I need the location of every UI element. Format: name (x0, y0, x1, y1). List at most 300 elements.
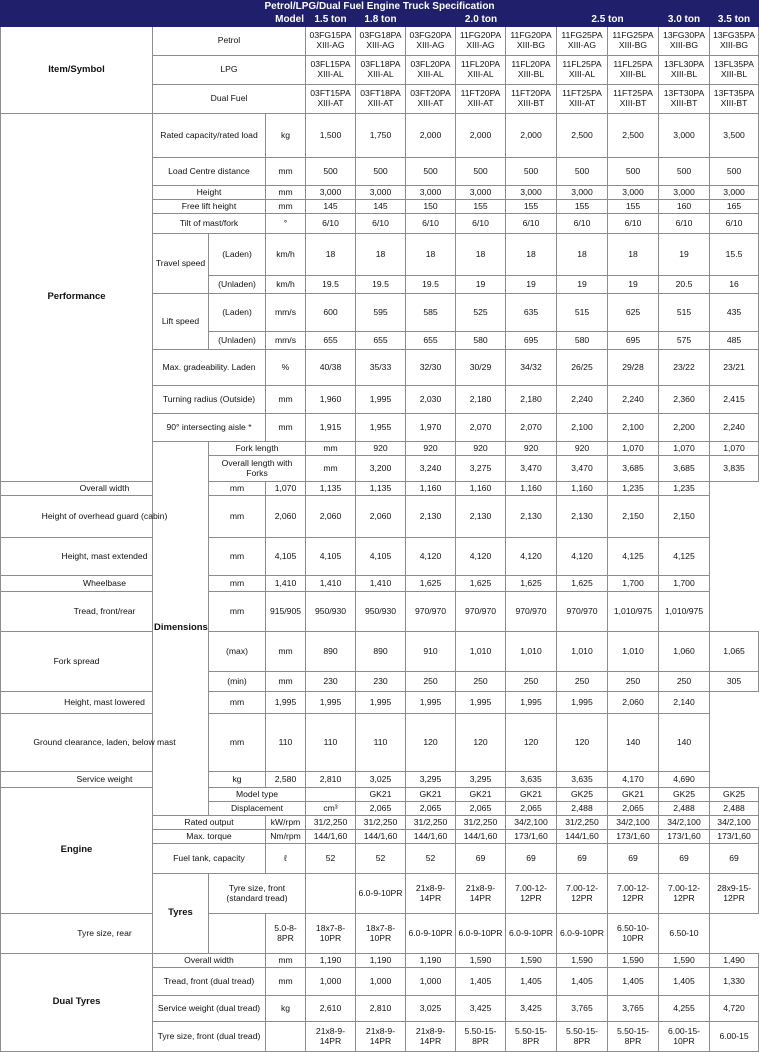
unit-cell: mm (209, 592, 266, 632)
gradeability-value: 23/22 (659, 350, 710, 386)
load-centre-value: 500 (710, 158, 759, 186)
fork-length-value: 1,070 (659, 442, 710, 456)
wheelbase-value: 1,410 (266, 576, 306, 592)
model-type-value: GK21 (506, 788, 557, 802)
dt-tyre-front-value: 21x8-9-14PR (406, 1022, 456, 1052)
group-label: Dimensions (153, 442, 209, 816)
table-row (1, 482, 759, 496)
unit-cell: mm (266, 954, 306, 968)
petrol-value: 11FG25PA XIII-AG (557, 27, 608, 56)
height-value: 3,000 (406, 186, 456, 200)
overall-length-value: 3,240 (406, 456, 456, 482)
dt-service-weight-value: 2,610 (306, 996, 356, 1022)
fork-min-value: 250 (406, 672, 456, 692)
tilt-value: 6/10 (506, 214, 557, 234)
ground-clearance-value: 120 (506, 714, 557, 772)
rated-capacity-value: 1,750 (356, 114, 406, 158)
unit-cell: cm³ (306, 802, 356, 816)
row-label: Tyre size, rear (1, 914, 209, 954)
unit-cell: ℓ (266, 844, 306, 874)
travel-unladen-value: 19 (506, 276, 557, 294)
row-label: Height, mast extended (1, 538, 209, 576)
lpg-value: 11FL25PA XIII-BL (608, 56, 659, 85)
service-weight-value: 4,170 (608, 772, 659, 788)
tread-value: 950/930 (356, 592, 406, 632)
row-label: LPG (153, 56, 306, 85)
fuel-tank-value: 52 (406, 844, 456, 874)
row-label: Turning radius (Outside) (153, 386, 266, 414)
group-label: Performance (1, 114, 153, 482)
lift-unladen-value: 580 (456, 332, 506, 350)
row-label: Travel speed (153, 234, 209, 294)
height-value: 3,000 (456, 186, 506, 200)
ground-clearance-value: 120 (456, 714, 506, 772)
row-label: Tread, front (dual tread) (153, 968, 266, 996)
dt-tread-front-value: 1,330 (710, 968, 759, 996)
load-centre-value: 500 (406, 158, 456, 186)
turning-radius-value: 2,415 (710, 386, 759, 414)
size-header: 2.5 ton (557, 14, 659, 27)
table-row (1, 772, 759, 788)
fork-min-value: 250 (608, 672, 659, 692)
fuel-tank-value: 69 (557, 844, 608, 874)
tread-value: 1,010/975 (659, 592, 710, 632)
height-mast-extended-value: 4,105 (306, 538, 356, 576)
overall-length-value: 3,275 (456, 456, 506, 482)
sub-label: (max) (209, 632, 266, 672)
table-row (1, 632, 759, 672)
dt-overall-width-value: 1,190 (356, 954, 406, 968)
model-header: Model (1, 14, 306, 27)
dt-overall-width-value: 1,490 (710, 954, 759, 968)
dt-service-weight-value: 3,765 (557, 996, 608, 1022)
row-label: Tyre size, front (standard tread) (209, 874, 306, 914)
fuel-tank-value: 52 (356, 844, 406, 874)
unit-cell (209, 914, 266, 954)
lift-unladen-value: 655 (406, 332, 456, 350)
free-lift-value: 155 (557, 200, 608, 214)
unit-cell: mm (306, 442, 356, 456)
lpg-value: 11FL25PA XIII-AL (557, 56, 608, 85)
ground-clearance-value: 110 (306, 714, 356, 772)
travel-laden-value: 18 (608, 234, 659, 276)
tilt-value: 6/10 (456, 214, 506, 234)
table-row (1, 576, 759, 592)
lpg-value: 13FL35PA XIII-BL (710, 56, 759, 85)
fork-max-value: 890 (356, 632, 406, 672)
petrol-value: 11FG20PA XIII-AG (456, 27, 506, 56)
intersecting-aisle-value: 2,240 (710, 414, 759, 442)
dt-tread-front-value: 1,405 (659, 968, 710, 996)
dt-tyre-front-value: 6.00-15-10PR (659, 1022, 710, 1052)
tilt-value: 6/10 (557, 214, 608, 234)
fork-length-value: 920 (406, 442, 456, 456)
fork-max-value: 1,010 (557, 632, 608, 672)
table-row (1, 692, 759, 714)
dt-service-weight-value: 2,810 (356, 996, 406, 1022)
fork-min-value: 305 (710, 672, 759, 692)
height-mast-extended-value: 4,120 (557, 538, 608, 576)
height-mast-extended-value: 4,105 (356, 538, 406, 576)
height-mast-lowered-value: 2,060 (608, 692, 659, 714)
lift-laden-value: 515 (557, 294, 608, 332)
overall-width-value: 1,235 (659, 482, 710, 496)
service-weight-value: 3,635 (557, 772, 608, 788)
row-label: Tyre size, front (dual tread) (153, 1022, 266, 1052)
model-type-value: GK25 (710, 788, 759, 802)
rated-capacity-value: 2,500 (608, 114, 659, 158)
table-row (1, 114, 759, 158)
fork-length-value: 1,070 (710, 442, 759, 456)
tyre-rear-value: 6.0-9-10PR (456, 914, 506, 954)
rated-capacity-value: 2,000 (456, 114, 506, 158)
row-label: Tilt of mast/fork (153, 214, 266, 234)
fuel-tank-value: 69 (659, 844, 710, 874)
overall-length-value: 3,685 (659, 456, 710, 482)
lift-laden-value: 435 (710, 294, 759, 332)
free-lift-value: 155 (608, 200, 659, 214)
fuel-tank-value: 69 (710, 844, 759, 874)
fork-length-value: 1,070 (608, 442, 659, 456)
dt-tyre-front-value: 6.00-15 (710, 1022, 759, 1052)
fuel-tank-value: 69 (506, 844, 557, 874)
tread-value: 970/970 (456, 592, 506, 632)
max-torque-value: 173/1,60 (710, 830, 759, 844)
unit-cell: mm (266, 158, 306, 186)
size-header: 3.0 ton (659, 14, 710, 27)
dt-overall-width-value: 1,590 (608, 954, 659, 968)
travel-unladen-value: 19 (557, 276, 608, 294)
dt-tread-front-value: 1,405 (557, 968, 608, 996)
unit-cell: mm (266, 200, 306, 214)
dt-tyre-front-value: 5.50-15-8PR (608, 1022, 659, 1052)
unit-cell: mm (266, 414, 306, 442)
fork-max-value: 1,010 (608, 632, 659, 672)
ground-clearance-value: 110 (356, 714, 406, 772)
overhead-guard-value: 2,130 (557, 496, 608, 538)
fork-max-value: 1,065 (710, 632, 759, 672)
fork-min-value: 230 (356, 672, 406, 692)
row-label: Overall length with Forks (209, 456, 306, 482)
height-mast-lowered-value: 1,995 (456, 692, 506, 714)
lift-laden-value: 525 (456, 294, 506, 332)
overhead-guard-value: 2,150 (608, 496, 659, 538)
petrol-value: 13FG30PA XIII-BG (659, 27, 710, 56)
wheelbase-value: 1,410 (356, 576, 406, 592)
row-label: Load Centre distance (153, 158, 266, 186)
rated-output-value: 31/2,250 (356, 816, 406, 830)
load-centre-value: 500 (608, 158, 659, 186)
rated-output-value: 34/2,100 (506, 816, 557, 830)
load-centre-value: 500 (506, 158, 557, 186)
height-mast-extended-value: 4,125 (659, 538, 710, 576)
table-row (1, 1, 759, 14)
table-row (1, 954, 759, 968)
dual-fuel-value: 13FT35PA XIII-BT (710, 85, 759, 114)
travel-laden-value: 18 (356, 234, 406, 276)
gradeability-value: 26/25 (557, 350, 608, 386)
fork-length-value: 920 (506, 442, 557, 456)
size-header: 1.8 ton (356, 14, 406, 27)
lift-unladen-value: 655 (356, 332, 406, 350)
dt-tread-front-value: 1,405 (506, 968, 557, 996)
travel-unladen-value: 19.5 (406, 276, 456, 294)
dt-service-weight-value: 4,255 (659, 996, 710, 1022)
fork-max-value: 1,010 (506, 632, 557, 672)
fuel-tank-value: 69 (608, 844, 659, 874)
row-label: Dual Fuel (153, 85, 306, 114)
fork-max-value: 1,010 (456, 632, 506, 672)
model-type-value: GK21 (608, 788, 659, 802)
height-value: 3,000 (506, 186, 557, 200)
tyre-front-std-value: 6.0-9-10PR (356, 874, 406, 914)
table-row (1, 592, 759, 632)
tilt-value: 6/10 (356, 214, 406, 234)
petrol-value: 03FG15PA XIII-AG (306, 27, 356, 56)
travel-unladen-value: 16 (710, 276, 759, 294)
overall-width-value: 1,160 (406, 482, 456, 496)
table-row (1, 496, 759, 538)
unit-cell: kg (209, 772, 266, 788)
overhead-guard-value: 2,130 (506, 496, 557, 538)
unit-cell: mm/s (266, 332, 306, 350)
height-value: 3,000 (659, 186, 710, 200)
overall-width-value: 1,135 (356, 482, 406, 496)
fork-length-value: 920 (557, 442, 608, 456)
rated-capacity-value: 2,500 (557, 114, 608, 158)
tread-value: 1,010/975 (608, 592, 659, 632)
overall-width-value: 1,070 (266, 482, 306, 496)
intersecting-aisle-value: 1,915 (306, 414, 356, 442)
sub-label: (Laden) (209, 294, 266, 332)
row-label: Height, mast lowered (1, 692, 209, 714)
table-row (1, 14, 759, 27)
unit-cell (306, 874, 356, 914)
free-lift-value: 145 (356, 200, 406, 214)
height-mast-lowered-value: 1,995 (306, 692, 356, 714)
turning-radius-value: 1,960 (306, 386, 356, 414)
overhead-guard-value: 2,130 (406, 496, 456, 538)
size-header: 3.5 ton (710, 14, 759, 27)
displacement-value: 2,065 (456, 802, 506, 816)
row-label: Petrol (153, 27, 306, 56)
table-row (1, 538, 759, 576)
ground-clearance-value: 120 (406, 714, 456, 772)
travel-unladen-value: 19.5 (306, 276, 356, 294)
table-row (1, 788, 759, 802)
tread-value: 970/970 (506, 592, 557, 632)
fork-max-value: 910 (406, 632, 456, 672)
max-torque-value: 144/1,60 (356, 830, 406, 844)
row-label: Height of overhead guard (cabin) (1, 496, 209, 538)
service-weight-value: 3,635 (506, 772, 557, 788)
height-value: 3,000 (557, 186, 608, 200)
height-mast-extended-value: 4,105 (266, 538, 306, 576)
lift-unladen-value: 580 (557, 332, 608, 350)
row-label: Rated output (153, 816, 266, 830)
max-torque-value: 144/1,60 (406, 830, 456, 844)
fork-min-value: 250 (456, 672, 506, 692)
dt-overall-width-value: 1,590 (557, 954, 608, 968)
tyre-rear-value: 6.0-9-10PR (557, 914, 608, 954)
travel-unladen-value: 20.5 (659, 276, 710, 294)
free-lift-value: 155 (506, 200, 557, 214)
unit-cell: mm (266, 186, 306, 200)
load-centre-value: 500 (306, 158, 356, 186)
gradeability-value: 34/32 (506, 350, 557, 386)
travel-laden-value: 18 (306, 234, 356, 276)
travel-unladen-value: 19 (608, 276, 659, 294)
tilt-value: 6/10 (659, 214, 710, 234)
dt-service-weight-value: 3,425 (456, 996, 506, 1022)
service-weight-value: 4,690 (659, 772, 710, 788)
fuel-tank-value: 69 (456, 844, 506, 874)
size-header: 2.0 ton (406, 14, 557, 27)
height-mast-extended-value: 4,120 (406, 538, 456, 576)
height-mast-lowered-value: 1,995 (266, 692, 306, 714)
tread-value: 970/970 (557, 592, 608, 632)
lift-laden-value: 600 (306, 294, 356, 332)
tilt-value: 6/10 (406, 214, 456, 234)
height-mast-lowered-value: 1,995 (506, 692, 557, 714)
petrol-value: 11FG25PA XIII-BG (608, 27, 659, 56)
height-mast-lowered-value: 1,995 (406, 692, 456, 714)
overall-length-value: 3,685 (608, 456, 659, 482)
unit-cell: km/h (266, 234, 306, 276)
row-label: Fork length (209, 442, 306, 456)
table-row (1, 714, 759, 772)
free-lift-value: 160 (659, 200, 710, 214)
tilt-value: 6/10 (608, 214, 659, 234)
wheelbase-value: 1,625 (456, 576, 506, 592)
tyre-rear-value: 6.50-10-10PR (608, 914, 659, 954)
wheelbase-value: 1,625 (557, 576, 608, 592)
fork-length-value: 920 (456, 442, 506, 456)
tread-value: 970/970 (406, 592, 456, 632)
dt-tread-front-value: 1,000 (306, 968, 356, 996)
max-torque-value: 144/1,60 (306, 830, 356, 844)
load-centre-value: 500 (557, 158, 608, 186)
row-label: Fuel tank, capacity (153, 844, 266, 874)
tyre-front-std-value: 28x9-15-12PR (710, 874, 759, 914)
row-label: Free lift height (153, 200, 266, 214)
unit-cell (266, 1022, 306, 1052)
service-weight-value: 3,025 (356, 772, 406, 788)
dt-service-weight-value: 3,765 (608, 996, 659, 1022)
travel-laden-value: 18 (406, 234, 456, 276)
petrol-value: 03FG18PA XIII-AG (356, 27, 406, 56)
unit-cell: Nm/rpm (266, 830, 306, 844)
row-label: Overall width (153, 954, 266, 968)
dt-tyre-front-value: 5.50-15-8PR (557, 1022, 608, 1052)
table-row (1, 27, 759, 56)
dt-tread-front-value: 1,405 (608, 968, 659, 996)
petrol-value: 11FG20PA XIII-BG (506, 27, 557, 56)
ground-clearance-value: 120 (557, 714, 608, 772)
dt-tyre-front-value: 21x8-9-14PR (356, 1022, 406, 1052)
height-mast-extended-value: 4,125 (608, 538, 659, 576)
travel-laden-value: 15.5 (710, 234, 759, 276)
displacement-value: 2,488 (710, 802, 759, 816)
unit-cell: kg (266, 114, 306, 158)
unit-cell: ° (266, 214, 306, 234)
wheelbase-value: 1,410 (306, 576, 356, 592)
tyre-rear-value: 18x7-8-10PR (306, 914, 356, 954)
fork-min-value: 230 (306, 672, 356, 692)
unit-cell: mm (266, 632, 306, 672)
rated-output-value: 34/2,100 (608, 816, 659, 830)
unit-cell: mm (266, 672, 306, 692)
unit-cell: mm (209, 538, 266, 576)
overall-length-value: 3,470 (557, 456, 608, 482)
gradeability-value: 29/28 (608, 350, 659, 386)
tyre-front-std-value: 21x8-9-14PR (406, 874, 456, 914)
travel-unladen-value: 19.5 (356, 276, 406, 294)
intersecting-aisle-value: 2,100 (608, 414, 659, 442)
travel-laden-value: 19 (659, 234, 710, 276)
unit-cell: mm/s (266, 294, 306, 332)
dt-overall-width-value: 1,590 (506, 954, 557, 968)
unit-cell: mm (209, 714, 266, 772)
model-type-value: GK21 (406, 788, 456, 802)
ground-clearance-value: 140 (659, 714, 710, 772)
overall-width-value: 1,160 (557, 482, 608, 496)
page-title: Petrol/LPG/Dual Fuel Engine Truck Specification (1, 1, 759, 14)
gradeability-value: 35/33 (356, 350, 406, 386)
fork-max-value: 1,060 (659, 632, 710, 672)
wheelbase-value: 1,700 (659, 576, 710, 592)
max-torque-value: 173/1,60 (506, 830, 557, 844)
gradeability-value: 40/38 (306, 350, 356, 386)
rated-output-value: 31/2,250 (406, 816, 456, 830)
row-label: Rated capacity/rated load (153, 114, 266, 158)
dt-tread-front-value: 1,000 (356, 968, 406, 996)
overhead-guard-value: 2,130 (456, 496, 506, 538)
rated-output-value: 31/2,250 (306, 816, 356, 830)
dual-fuel-value: 13FT30PA XIII-BT (659, 85, 710, 114)
dt-tread-front-value: 1,405 (456, 968, 506, 996)
lpg-value: 11FL20PA XIII-BL (506, 56, 557, 85)
overhead-guard-value: 2,060 (306, 496, 356, 538)
intersecting-aisle-value: 1,955 (356, 414, 406, 442)
model-type-value: GK21 (356, 788, 406, 802)
intersecting-aisle-value: 2,100 (557, 414, 608, 442)
row-label: Height (153, 186, 266, 200)
petrol-value: 13FG35PA XIII-BG (710, 27, 759, 56)
lift-unladen-value: 695 (506, 332, 557, 350)
dt-overall-width-value: 1,590 (456, 954, 506, 968)
intersecting-aisle-value: 1,970 (406, 414, 456, 442)
dt-overall-width-value: 1,590 (659, 954, 710, 968)
overall-width-value: 1,160 (506, 482, 557, 496)
height-value: 3,000 (356, 186, 406, 200)
travel-unladen-value: 19 (456, 276, 506, 294)
fork-min-value: 250 (557, 672, 608, 692)
turning-radius-value: 1,995 (356, 386, 406, 414)
intersecting-aisle-value: 2,070 (456, 414, 506, 442)
petrol-value: 03FG20PA XIII-AG (406, 27, 456, 56)
service-weight-value: 3,295 (456, 772, 506, 788)
max-torque-value: 173/1,60 (659, 830, 710, 844)
dt-service-weight-value: 3,025 (406, 996, 456, 1022)
unit-cell: mm (306, 456, 356, 482)
max-torque-value: 144/1,60 (557, 830, 608, 844)
overall-length-value: 3,835 (710, 456, 759, 482)
lpg-value: 03FL18PA XIII-AL (356, 56, 406, 85)
unit-cell: mm (209, 576, 266, 592)
fork-min-value: 250 (506, 672, 557, 692)
tread-value: 915/905 (266, 592, 306, 632)
